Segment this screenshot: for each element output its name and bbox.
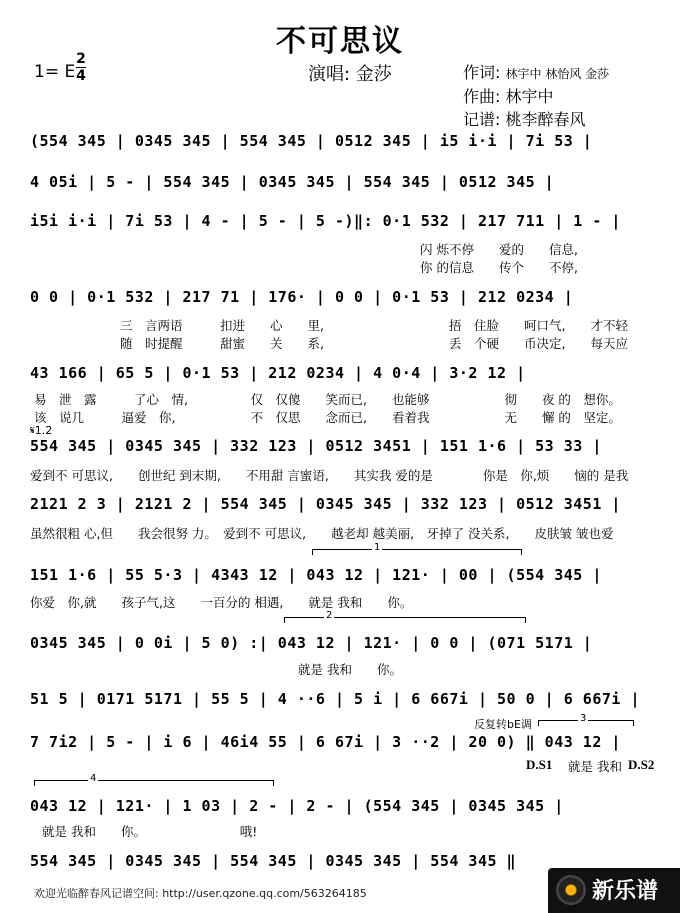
volta-bracket-3	[538, 713, 634, 724]
lyricist-names: 林宇中 林怡风 金莎	[505, 67, 610, 81]
lyric-line: 闪 烁不停 爱的 信息,	[420, 242, 578, 257]
ds-lyric: 就是 我和	[568, 759, 622, 774]
score-line-3: i5i i·i | 7i 53 | 4 - | 5 - | 5 -)‖: 0·1 532 | 217 711 | 1 - |	[30, 212, 621, 230]
score-line-9: 0345 345 | 0 0i | 5 0) :| 043 12 | 121· | 0 0 | (071 5171 |	[30, 634, 593, 652]
lyric-line: 就是 我和 你。	[298, 662, 402, 677]
lyric-line: 虽然很粗 心,但 我会很努 力。 爱到不 可思议, 越老却 越美丽, 牙掉了 没关系, 皮肤皱 皱也爱	[30, 526, 614, 541]
transcriber-name: 桃李醉春风	[505, 110, 586, 129]
singer: 演唱: 金莎	[308, 64, 392, 85]
ds2-mark: D.S2	[628, 757, 655, 772]
score-line-6: 554 345 | 0345 345 | 332 123 | 0512 3451 | 151 1·6 | 53 33 |	[30, 437, 602, 455]
lyric-line: 三 言两语 扣进 心 里, 捂 住脸 呵口气, 才不轻	[120, 318, 628, 333]
score-line-5: 43 166 | 65 5 | 0·1 53 | 212 0234 | 4 0·4 | 3·2 12 |	[30, 364, 526, 382]
logo-text: 新乐谱	[592, 879, 659, 904]
ds1-mark: D.S1	[526, 757, 553, 772]
score-line-8: 151 1·6 | 55 5·3 | 4343 12 | 043 12 | 121· | 00 | (554 345 |	[30, 566, 602, 584]
lyric-line: 该 说几 逼爱 你, 不 仅思 念而已, 看着我 无 懈 的 坚定。	[34, 410, 621, 425]
site-logo[interactable]	[548, 868, 680, 913]
score-line-13: 554 345 | 0345 345 | 554 345 | 0345 345 | 554 345 ‖	[30, 852, 517, 870]
lyric-line: 易 泄 露 了心 情, 仅 仅傻 笑而已, 也能够 彻 夜 的 想你。	[34, 392, 621, 407]
lyric-line: 随 时提醒 甜蜜 关 系, 丢 个硬 币决定, 每天应	[120, 336, 628, 351]
volta-bracket-2	[284, 610, 526, 621]
score-line-11: 7 7i2 | 5 - | i 6 | 46i4 55 | 6 67i | 3 ··2 | 20 0) ‖ 043 12 |	[30, 733, 621, 751]
volta-number: 2	[326, 610, 333, 621]
time-signature-top: 2	[76, 51, 86, 67]
lyric-line: 爱到不 可思议, 创世纪 到末期, 不用甜 言蜜语, 其实我 爱的是 你是 你,烦 恼的 是我	[30, 468, 629, 483]
lyric-line: 你 的信息 传个 不停,	[420, 260, 578, 275]
volta-number: 3	[580, 713, 587, 724]
volta-number: 4	[90, 773, 97, 784]
footer-credit: 欢迎光临醉春风记谱空间: http://user.qzone.qq.com/563264185	[34, 887, 367, 900]
volta-bracket-4	[34, 773, 274, 784]
score-line-2: 4 05i | 5 - | 554 345 | 0345 345 | 554 345 | 0512 345 |	[30, 173, 555, 191]
modulation-note: 反复转bE调	[474, 718, 532, 731]
lyricist-label: 作词:	[463, 63, 501, 82]
score-line-7: 2121 2 3 | 2121 2 | 554 345 | 0345 345 | 332 123 | 0512 3451 |	[30, 495, 621, 513]
composer-name: 林宇中	[505, 87, 554, 106]
score-line-1: (554 345 | 0345 345 | 554 345 | 0512 345 | i5 i·i | 7i 53 |	[30, 132, 593, 150]
lyricist-credit	[463, 60, 609, 83]
lyric-line: 就是 我和 你。 哦!	[42, 824, 258, 839]
vinyl-disc-icon	[556, 875, 586, 905]
volta-bracket-1	[312, 542, 522, 553]
score-line-4: 0 0 | 0·1 532 | 217 71 | 176· | 0 0 | 0·1 53 | 212 0234 |	[30, 288, 574, 306]
segno-mark: 𝄋1.2	[30, 424, 53, 437]
key-signature: 1= E	[34, 62, 76, 82]
score-line-12: 043 12 | 121· | 1 03 | 2 - | 2 - | (554 345 | 0345 345 |	[30, 797, 564, 815]
transcriber-credit	[463, 107, 586, 130]
lyric-line: 你爱 你,就 孩子气,这 一百分的 相遇, 就是 我和 你。	[30, 595, 413, 610]
transcriber-label: 记谱:	[463, 110, 501, 129]
volta-number: 1	[374, 542, 381, 553]
score-line-10: 51 5 | 0171 5171 | 55 5 | 4 ··6 | 5 i | 6 667i | 50 0 | 6 667i |	[30, 690, 640, 708]
song-title: 不可思议	[276, 24, 404, 59]
time-signature-bottom: 4	[76, 68, 86, 84]
composer-credit	[463, 84, 554, 107]
time-signature	[76, 52, 86, 83]
composer-label: 作曲:	[463, 87, 501, 106]
